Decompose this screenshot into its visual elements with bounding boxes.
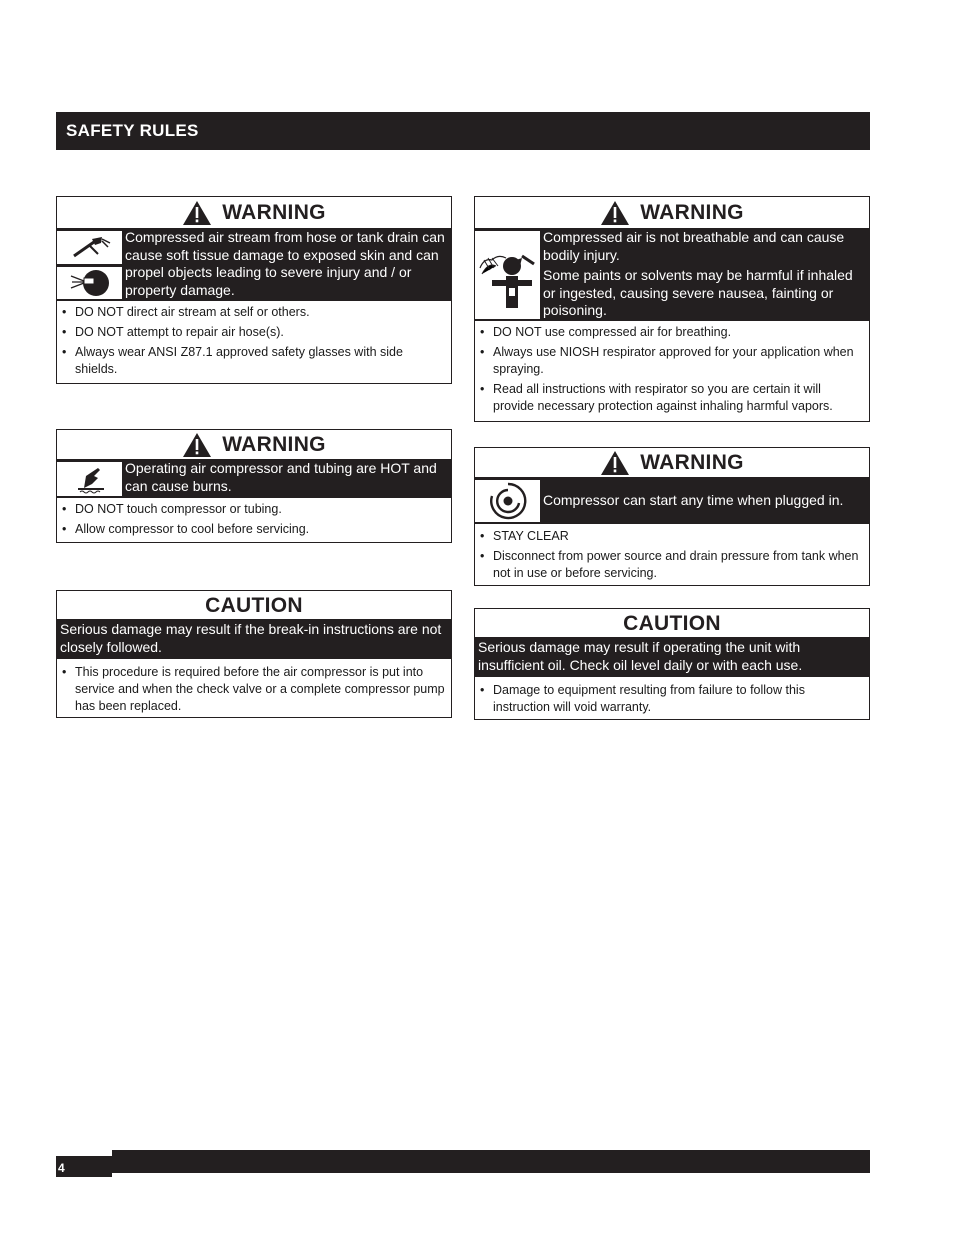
warning-header (57, 430, 451, 460)
page-number: 4 (56, 1156, 112, 1177)
list-item: • STAY CLEAR (479, 528, 863, 545)
list-item: • DO NOT use compressed air for breathing. (479, 324, 863, 341)
hazard-message: Compressor can start any time when plugged in. (543, 492, 844, 509)
instruction-list (475, 321, 869, 421)
list-item: • Always use NIOSH respirator approved for your application when spraying. (479, 344, 863, 378)
hazard-message-row (57, 460, 451, 498)
eye-protection-icon (57, 267, 123, 300)
warning-header (475, 197, 869, 229)
section-title: SAFETY RULES (66, 121, 199, 140)
toxic-vapor-icon (475, 231, 541, 319)
hazard-icon-column (57, 460, 124, 498)
signal-word: CAUTION (623, 611, 721, 635)
instruction-list (57, 659, 451, 721)
caution-header (57, 591, 451, 620)
hazard-icon-column (475, 229, 542, 321)
footer-bar (112, 1150, 870, 1173)
hazard-icon-column (57, 229, 124, 301)
warning-box-air-stream (56, 196, 452, 384)
list-item: • DO NOT touch compressor or tubing. (61, 501, 445, 518)
hazard-message: Operating air compressor and tubing are HOT and can cause burns. (125, 460, 437, 494)
hazard-message: Serious damage may result if the break-in instructions are not closely followed. (57, 620, 451, 659)
list-item: • Allow compressor to cool before servicing. (61, 521, 445, 538)
caution-header (475, 609, 869, 638)
instruction-list (475, 677, 869, 722)
list-item: • DO NOT direct air stream at self or others. (61, 304, 445, 321)
list-item: • This procedure is required before the air compressor is put into service and when the check valve or a complete compressor pump has been replaced. (61, 664, 445, 715)
hazard-message-row (57, 229, 451, 301)
instruction-list (57, 498, 451, 544)
list-item: • Always wear ANSI Z87.1 approved safety glasses with side shields. (61, 344, 445, 378)
caution-box-oil-level (474, 608, 870, 720)
list-item: • Disconnect from power source and drain pressure from tank when not in use or before servicing. (479, 548, 863, 582)
warning-header (57, 197, 451, 229)
list-item: • DO NOT attempt to repair air hose(s). (61, 324, 445, 341)
warning-triangle-icon (182, 432, 212, 458)
instruction-list (475, 524, 869, 588)
warning-box-auto-start (474, 447, 870, 586)
warning-header (475, 448, 869, 478)
signal-word: WARNING (640, 451, 744, 474)
section-header (56, 112, 870, 150)
auto-start-icon (475, 480, 541, 522)
list-item: • Read all instructions with respirator so you are certain it will provide necessary protection against inhaling harmful vapors. (479, 381, 863, 415)
signal-word: CAUTION (205, 593, 303, 617)
page-footer (56, 1150, 870, 1177)
hazard-message-line: Some paints or solvents may be harmful if inhaled or ingested, causing severe nausea, fainting or poisoning. (543, 267, 853, 318)
signal-word: WARNING (222, 201, 326, 224)
hazard-message-row (475, 229, 869, 321)
warning-box-breathing (474, 196, 870, 422)
hazard-message-row (475, 478, 869, 524)
warning-box-hot-surface (56, 429, 452, 543)
caution-box-break-in (56, 590, 452, 718)
hazard-message-line: Compressed air is not breathable and can cause bodily injury. (543, 229, 845, 263)
signal-word: WARNING (640, 201, 744, 224)
list-item: • Damage to equipment resulting from failure to follow this instruction will void warranty. (479, 682, 863, 716)
hazard-message: Serious damage may result if operating the unit with insufficient oil. Check oil level daily or with each use. (475, 638, 869, 677)
instruction-list (57, 301, 451, 384)
warning-triangle-icon (600, 200, 630, 226)
signal-word: WARNING (222, 433, 326, 456)
hot-surface-icon (57, 462, 123, 496)
warning-triangle-icon (182, 200, 212, 226)
hazard-icon-column (475, 478, 542, 524)
air-stream-icon (57, 231, 123, 264)
warning-triangle-icon (600, 450, 630, 476)
hazard-message: Compressed air stream from hose or tank drain can cause soft tissue damage to exposed skin and can propel objects leading to severe injury and / or property damage. (125, 229, 445, 298)
hazard-message (542, 229, 869, 321)
